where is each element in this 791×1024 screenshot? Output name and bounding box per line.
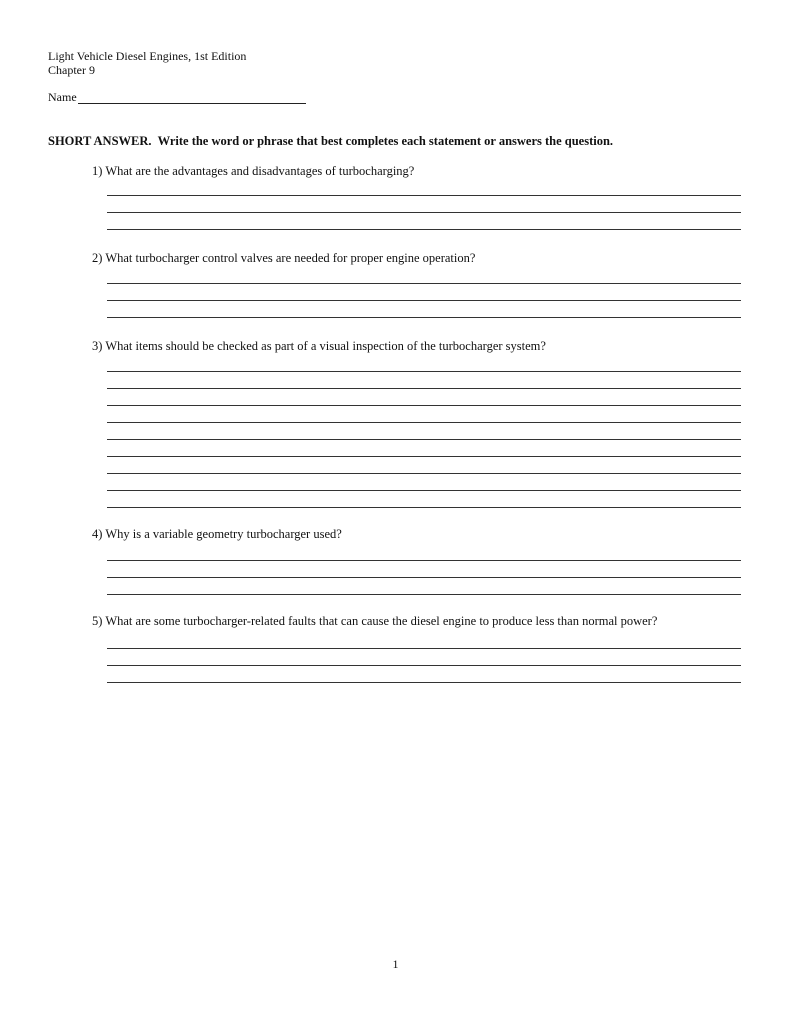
answer-lines-4[interactable] bbox=[107, 545, 741, 595]
answer-line[interactable] bbox=[107, 666, 741, 683]
document-header bbox=[48, 49, 246, 77]
answer-line[interactable] bbox=[107, 440, 741, 457]
answer-line[interactable] bbox=[107, 649, 741, 666]
answer-line[interactable] bbox=[107, 457, 741, 474]
answer-line[interactable] bbox=[107, 372, 741, 389]
question-1 bbox=[92, 164, 414, 179]
answer-line[interactable] bbox=[107, 406, 741, 423]
question-number: 4) bbox=[92, 527, 103, 541]
answer-lines-3[interactable] bbox=[107, 356, 741, 508]
answer-line[interactable] bbox=[107, 561, 741, 578]
name-input-line[interactable] bbox=[78, 91, 306, 104]
book-title: Light Vehicle Diesel Engines, 1st Edition bbox=[48, 49, 247, 63]
page-number: 1 bbox=[392, 957, 399, 971]
question-number: 1) bbox=[92, 164, 103, 178]
question-text: What items should be checked as part of a visual inspection of the turbocharger system? bbox=[105, 339, 546, 353]
section-instructions bbox=[48, 134, 613, 149]
answer-line[interactable] bbox=[107, 180, 741, 196]
section-instruction-text: Write the word or phrase that best completes each statement or answers the question. bbox=[157, 134, 614, 148]
answer-lines-5[interactable] bbox=[107, 633, 741, 683]
name-label: Name bbox=[48, 90, 77, 104]
answer-lines-1[interactable] bbox=[107, 180, 741, 230]
question-2 bbox=[92, 251, 475, 266]
answer-lines-2[interactable] bbox=[107, 268, 741, 318]
answer-line[interactable] bbox=[107, 196, 741, 213]
answer-line[interactable] bbox=[107, 491, 741, 508]
answer-line[interactable] bbox=[107, 578, 741, 595]
question-text: What turbocharger control valves are needed for proper engine operation? bbox=[105, 251, 476, 265]
answer-line[interactable] bbox=[107, 389, 741, 406]
chapter-label: Chapter 9 bbox=[48, 63, 95, 77]
question-number: 2) bbox=[92, 251, 103, 265]
answer-line[interactable] bbox=[107, 356, 741, 372]
answer-line[interactable] bbox=[107, 284, 741, 301]
question-4 bbox=[92, 527, 342, 542]
question-3 bbox=[92, 339, 546, 354]
answer-line[interactable] bbox=[107, 633, 741, 649]
name-field bbox=[48, 90, 306, 104]
answer-line[interactable] bbox=[107, 474, 741, 491]
question-number: 3) bbox=[92, 339, 103, 353]
answer-line[interactable] bbox=[107, 423, 741, 440]
question-text: What are the advantages and disadvantages of turbocharging? bbox=[105, 164, 415, 178]
answer-line[interactable] bbox=[107, 545, 741, 561]
answer-line[interactable] bbox=[107, 301, 741, 318]
question-5 bbox=[92, 614, 657, 629]
answer-line[interactable] bbox=[107, 268, 741, 284]
answer-line[interactable] bbox=[107, 213, 741, 230]
question-number: 5) bbox=[92, 614, 103, 628]
question-text: Why is a variable geometry turbocharger used? bbox=[105, 527, 342, 541]
question-text: What are some turbocharger-related faults that can cause the diesel engine to produce less than normal power? bbox=[105, 614, 658, 628]
section-heading: SHORT ANSWER. bbox=[48, 134, 152, 148]
